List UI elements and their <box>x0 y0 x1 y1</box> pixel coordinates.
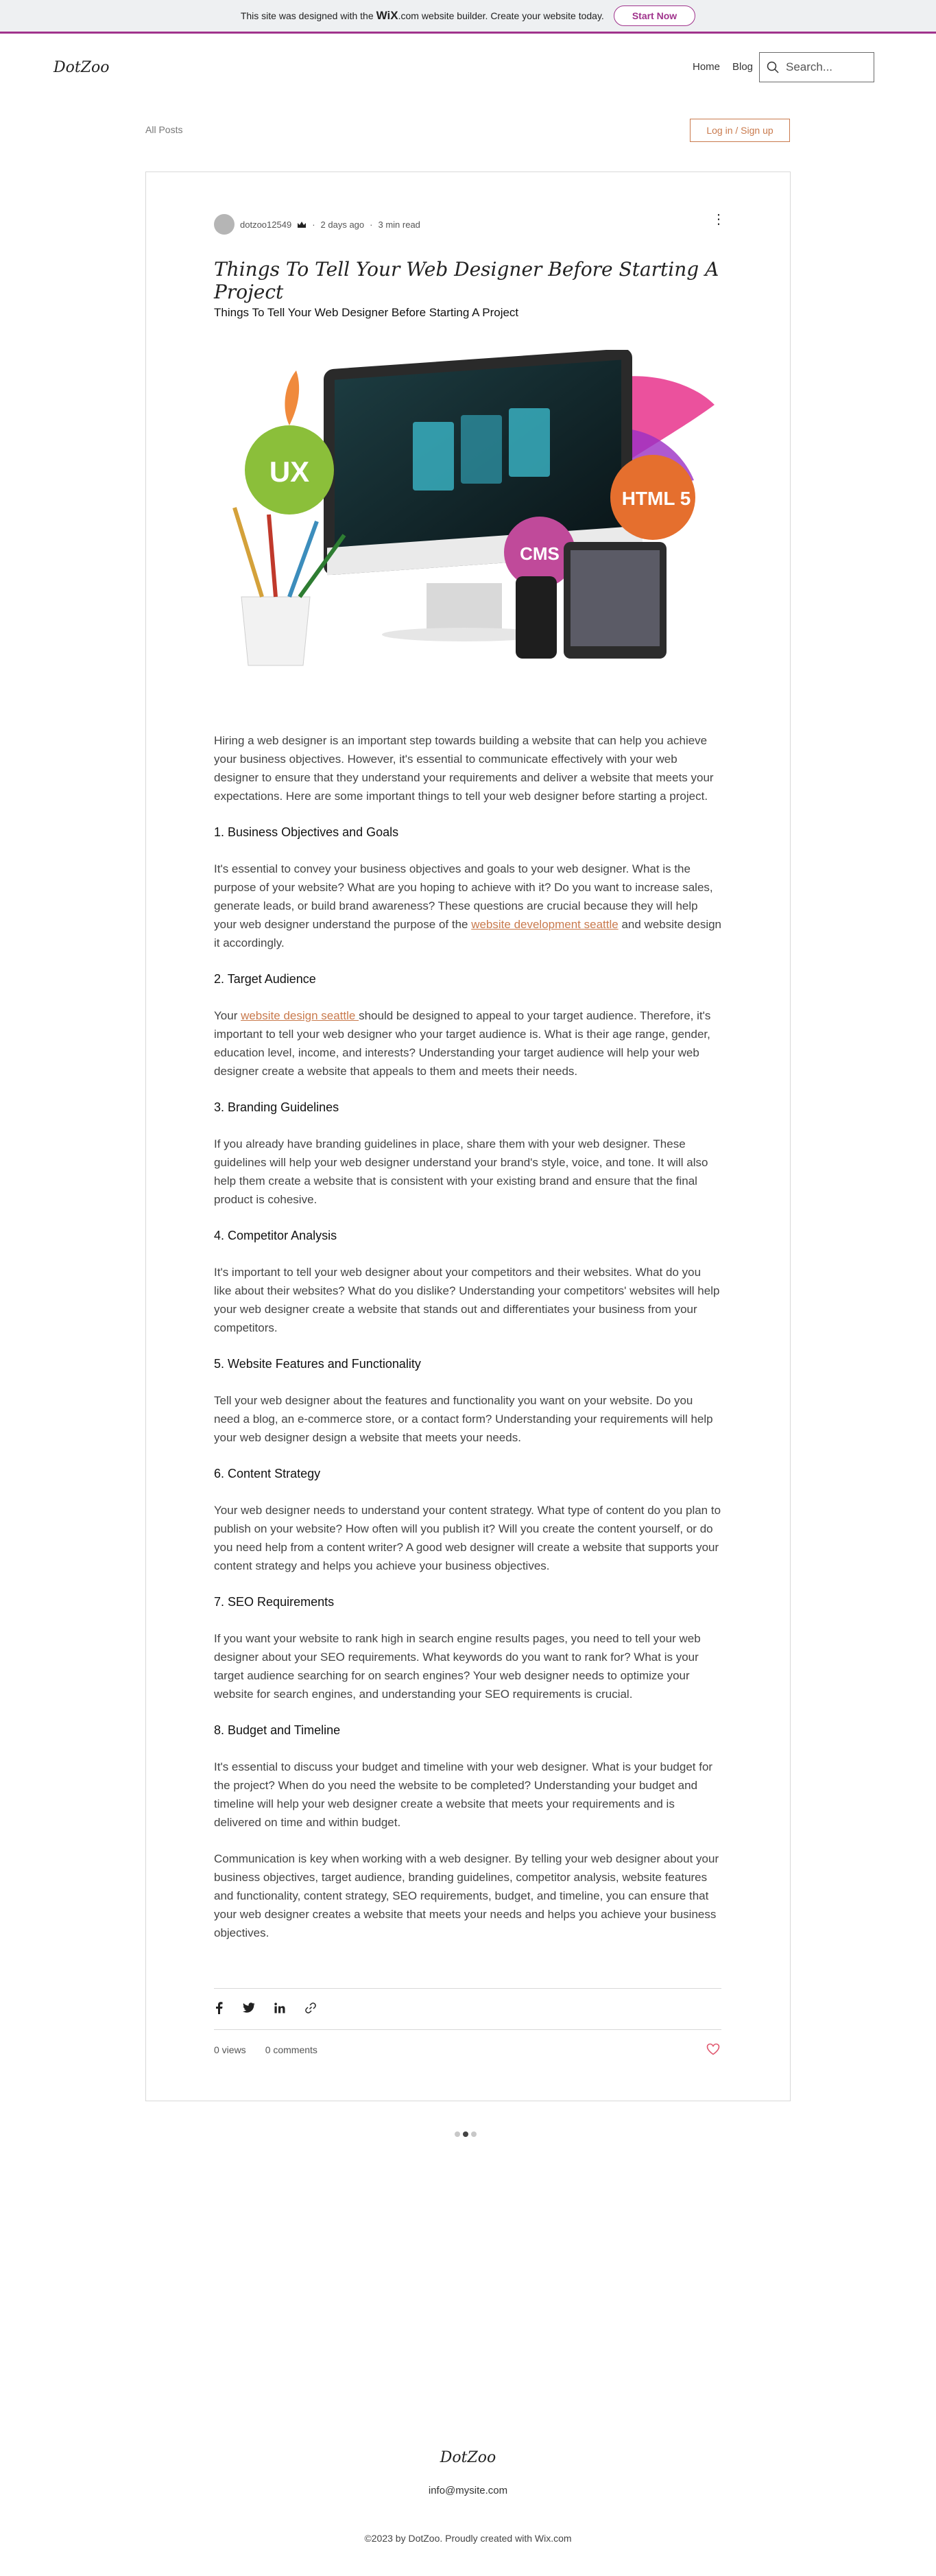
section-number: 2. <box>214 972 225 986</box>
nav-home[interactable]: Home <box>693 61 721 73</box>
section-heading-8 <box>214 1721 721 1740</box>
pagination-dots <box>455 2131 477 2137</box>
section-paragraph-5: Tell your web designer about the features and functionality you want on your website. Do you need a blog, an e-commerce store, or a contact form? Understanding your requirements will help your web designer design a website that meets your needs. <box>214 1394 713 1444</box>
section-heading-7 <box>214 1593 721 1611</box>
pagination-dot-active[interactable] <box>463 2131 468 2137</box>
brush <box>269 515 276 597</box>
facebook-icon[interactable] <box>214 2002 224 2014</box>
login-button[interactable]: Log in / Sign up <box>690 119 790 142</box>
post-subtitle: Things To Tell Your Web Designer Before Starting A Project <box>214 306 519 319</box>
section-title: Target Audience <box>227 972 316 986</box>
twitter-icon[interactable] <box>243 2002 255 2013</box>
post-meta <box>214 214 420 235</box>
hero-image <box>214 350 721 672</box>
author-name[interactable]: dotzoo12549 <box>240 219 292 230</box>
footer-logo[interactable]: DotZoo <box>440 2449 496 2466</box>
more-options-icon[interactable]: ⋮ <box>712 212 725 227</box>
wix-logo-suffix: .com <box>398 10 419 21</box>
section-title: SEO Requirements <box>228 1595 335 1609</box>
section-paragraph-4: It's important to tell your web designer about your competitors and their websites. What do you like about their websites? What do you dislike? Understanding your competitors' websites will help your web designer create a website that stands out and differentiates your business from your competitors. <box>214 1266 720 1334</box>
wix-logo <box>376 9 419 23</box>
link-icon[interactable] <box>304 2002 317 2014</box>
intro-paragraph: Hiring a web designer is an important step towards building a website that can help you achieve your business objectives. However, it's essential to communicate effectively with your web designer to ensure that they understand your requirements and deliver a website that meets your expectations. Here are some important things to tell your web designer before starting a project. <box>214 734 714 803</box>
section-paragraph-1 <box>214 860 721 952</box>
post-body <box>214 731 721 1960</box>
post-date: 2 days ago <box>320 219 365 230</box>
screen-card <box>413 422 454 491</box>
website-design-link[interactable]: website design seattle <box>241 1009 359 1022</box>
section-paragraph-7: If you want your website to rank high in search engine results pages, you need to tell your web designer about your SEO requirements. What keywords do you want to rank for? What is your target audience searching for on search engines? Your web designer needs to optimize your website for search engines, and understanding your SEO requirements is crucial. <box>214 1632 701 1701</box>
post-title: Things To Tell Your Web Designer Before Starting A Project <box>214 258 719 303</box>
section-number: 3. <box>214 1100 225 1114</box>
all-posts-link[interactable]: All Posts <box>145 124 183 135</box>
screen-card <box>509 408 550 477</box>
footer-email[interactable]: info@mysite.com <box>428 2485 508 2496</box>
wix-banner-text-before: This site was designed with the <box>240 10 374 21</box>
meta-separator: · <box>370 219 373 230</box>
paint-splash-orange <box>285 370 299 425</box>
wix-logo-text: WiX <box>376 9 398 22</box>
section-number: 1. <box>214 825 225 839</box>
post-stats <box>214 2044 317 2055</box>
brush-cup <box>241 597 310 665</box>
brush <box>235 508 262 597</box>
screen-card <box>461 415 502 484</box>
section-heading-3 <box>214 1098 721 1117</box>
share-bar <box>214 2002 317 2014</box>
section-paragraph-3: If you already have branding guidelines in place, share them with your web designer. These guidelines will help your web designer understand your brand's style, voice, and tone. It will also help them create a website that is consistent with your existing brand and ensure that the final product is cohesive. <box>214 1137 708 1206</box>
section-title: Branding Guidelines <box>228 1100 339 1114</box>
views-count: 0 views <box>214 2044 246 2055</box>
pagination-dot[interactable] <box>471 2131 477 2137</box>
nav-blog[interactable]: Blog <box>732 61 754 73</box>
section-number: 7. <box>214 1595 225 1609</box>
section-paragraph-8: It's essential to discuss your budget and timeline with your web designer. What is your budget for the project? When do you need the website to be completed? Understanding your budget and timeline will help your web designer create a website that meets your requirements and is delivered on time and within budget. <box>214 1760 713 1829</box>
divider <box>214 1988 721 1989</box>
section-title: Budget and Timeline <box>228 1723 341 1737</box>
search-icon <box>767 61 779 73</box>
tablet-screen <box>571 550 660 646</box>
section-heading-6 <box>214 1465 721 1483</box>
monitor-stand <box>427 583 502 631</box>
text-segment: and website design it accordingly. <box>214 918 722 949</box>
ux-label: UX <box>269 456 310 488</box>
wix-banner-text-after: website builder. Create your website today. <box>421 10 604 21</box>
search-placeholder: Search... <box>786 60 833 73</box>
section-heading-1 <box>214 823 721 842</box>
section-number: 4. <box>214 1229 225 1242</box>
text-segment: should be designed to appeal to your target audience. Therefore, it's important to tell your web designer who your target audience is. What is their age range, gender, education level, income, and interests? Understanding your target audience will help your web designer create a website that appeals to them and meets their needs. <box>214 1009 711 1078</box>
section-heading-2 <box>214 970 721 989</box>
crown-icon <box>297 221 307 228</box>
section-number: 8. <box>214 1723 225 1737</box>
section-title: Website Features and Functionality <box>228 1357 421 1371</box>
site-logo[interactable]: DotZoo <box>53 59 110 76</box>
linkedin-icon[interactable] <box>274 2002 285 2013</box>
section-title: Content Strategy <box>228 1467 321 1480</box>
author-avatar[interactable] <box>214 214 235 235</box>
section-heading-4 <box>214 1227 721 1245</box>
section-paragraph-6: Your web designer needs to understand your content strategy. What type of content do you plan to publish on your website? How often will you publish it? Will you create the content yourself, or do you need help from a content writer? A good web designer will create a website that supports your content strategy and helps you achieve your business objectives. <box>214 1504 721 1572</box>
pagination-dot[interactable] <box>455 2131 460 2137</box>
wix-banner <box>0 0 936 34</box>
section-paragraph-2 <box>214 1006 721 1080</box>
section-title: Business Objectives and Goals <box>228 825 399 839</box>
website-development-link[interactable]: website development seattle <box>471 918 619 931</box>
phone-device <box>516 576 557 659</box>
brush <box>289 521 317 597</box>
section-heading-5 <box>214 1355 721 1373</box>
html5-label: HTML 5 <box>621 488 691 509</box>
divider <box>214 2029 721 2030</box>
meta-separator: · <box>312 219 315 230</box>
comments-count[interactable]: 0 comments <box>265 2044 317 2055</box>
section-title: Competitor Analysis <box>228 1229 337 1242</box>
like-heart-icon[interactable] <box>706 2043 720 2055</box>
cms-label: CMS <box>520 543 560 564</box>
text-segment: Your <box>214 1009 241 1022</box>
start-now-button[interactable]: Start Now <box>614 5 695 26</box>
text-segment: It's essential to convey your business objectives and goals to your web designer. What is the purpose of your website? What are you hoping to achieve with it? Do you want to increase sales, generate leads, or build brand awareness? These questions are crucial because they will help your web designer understand the purpose of the <box>214 862 713 931</box>
search-input[interactable] <box>759 52 874 82</box>
read-time: 3 min read <box>378 219 420 230</box>
section-number: 5. <box>214 1357 225 1371</box>
section-number: 6. <box>214 1467 225 1480</box>
footer-copyright: ©2023 by DotZoo. Proudly created with Wix.com <box>364 2533 572 2544</box>
conclusion-paragraph: Communication is key when working with a web designer. By telling your web designer about your business objectives, target audience, branding guidelines, competitor analysis, website features and functionality, content strategy, SEO requirements, budget, and timeline, you can ensure that your web designer creates a website that meets your needs and helps you achieve your business objectives. <box>214 1852 719 1939</box>
